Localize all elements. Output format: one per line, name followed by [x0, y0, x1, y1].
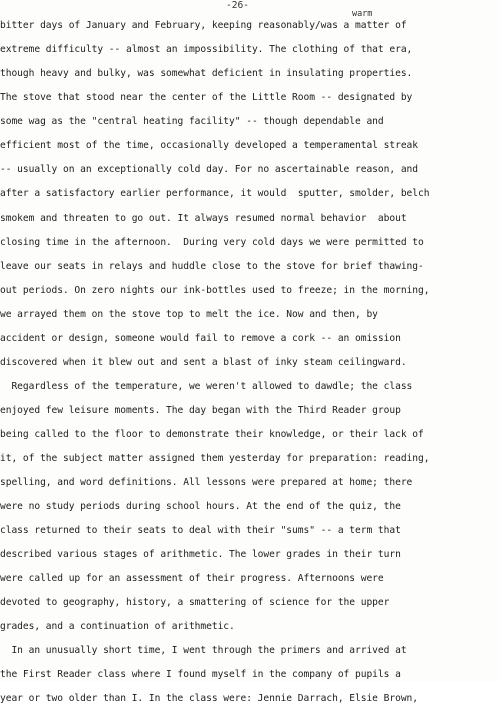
text-line: though heavy and bulky, was somewhat deficient in insulating properties. — [0, 68, 413, 79]
text-line: it, of the subject matter assigned them yesterday for preparation: reading, — [0, 453, 430, 464]
text-line: -- usually on an exceptionally cold day. For no ascertainable reason, and — [0, 164, 418, 175]
text-line: grades, and a continuation of arithmetic. — [0, 621, 235, 632]
text-line: Regardless of the temperature, we weren't allowed to dawdle; the class — [0, 381, 413, 392]
text-line: The stove that stood near the center of the Little Room -- designated by — [0, 92, 413, 103]
text-line: In an unusually short time, I went through the primers and arrived at — [0, 645, 407, 656]
handwritten-insertion: warm — [352, 9, 373, 19]
text-line: extreme difficulty -- almost an impossibility. The clothing of that era, — [0, 44, 413, 55]
text-line: described various stages of arithmetic. The lower grades in their turn — [0, 549, 401, 560]
text-line: the First Reader class where I found myself in the company of pupils a — [0, 669, 401, 680]
text-line: some wag as the "central heating facility" -- though dependable and — [0, 116, 384, 127]
text-line: smokem and threaten to go out. It always resumed normal behavior about — [0, 213, 407, 224]
text-line: spelling, and word definitions. All lessons were prepared at home; there — [0, 477, 413, 488]
text-line: bitter days of January and February, keeping reasonably/was a matter of — [0, 20, 407, 31]
text-line: efficient most of the time, occasionally developed a temperamental streak — [0, 140, 418, 151]
page-number: -26- — [226, 0, 249, 11]
text-line: after a satisfactory earlier performance, it would sputter, smolder, belch — [0, 188, 430, 199]
text-line: we arrayed them on the stove top to melt the ice. Now and then, by — [0, 309, 378, 320]
text-line: discovered when it blew out and sent a blast of inky steam ceilingward. — [0, 357, 407, 368]
text-line: out periods. On zero nights our ink-bottles used to freeze; in the morning, — [0, 285, 430, 296]
text-line: class returned to their seats to deal with their "sums" -- a term that — [0, 525, 401, 536]
text-line: being called to the floor to demonstrate their knowledge, or their lack of — [0, 429, 424, 440]
text-line: leave our seats in relays and huddle close to the stove for brief thawing- — [0, 261, 424, 272]
text-line: were no study periods during school hours. At the end of the quiz, the — [0, 501, 401, 512]
text-line: were called up for an assessment of their progress. Afternoons were — [0, 573, 384, 584]
text-line: accident or design, someone would fail to remove a cork -- an omission — [0, 333, 401, 344]
text-line: closing time in the afternoon. During very cold days we were permitted to — [0, 237, 424, 248]
text-line: enjoyed few leisure moments. The day began with the Third Reader group — [0, 405, 401, 416]
text-line: year or two older than I. In the class were: Jennie Darrach, Elsie Brown, — [0, 693, 418, 704]
text-line: devoted to geography, history, a smattering of science for the upper — [0, 597, 390, 608]
